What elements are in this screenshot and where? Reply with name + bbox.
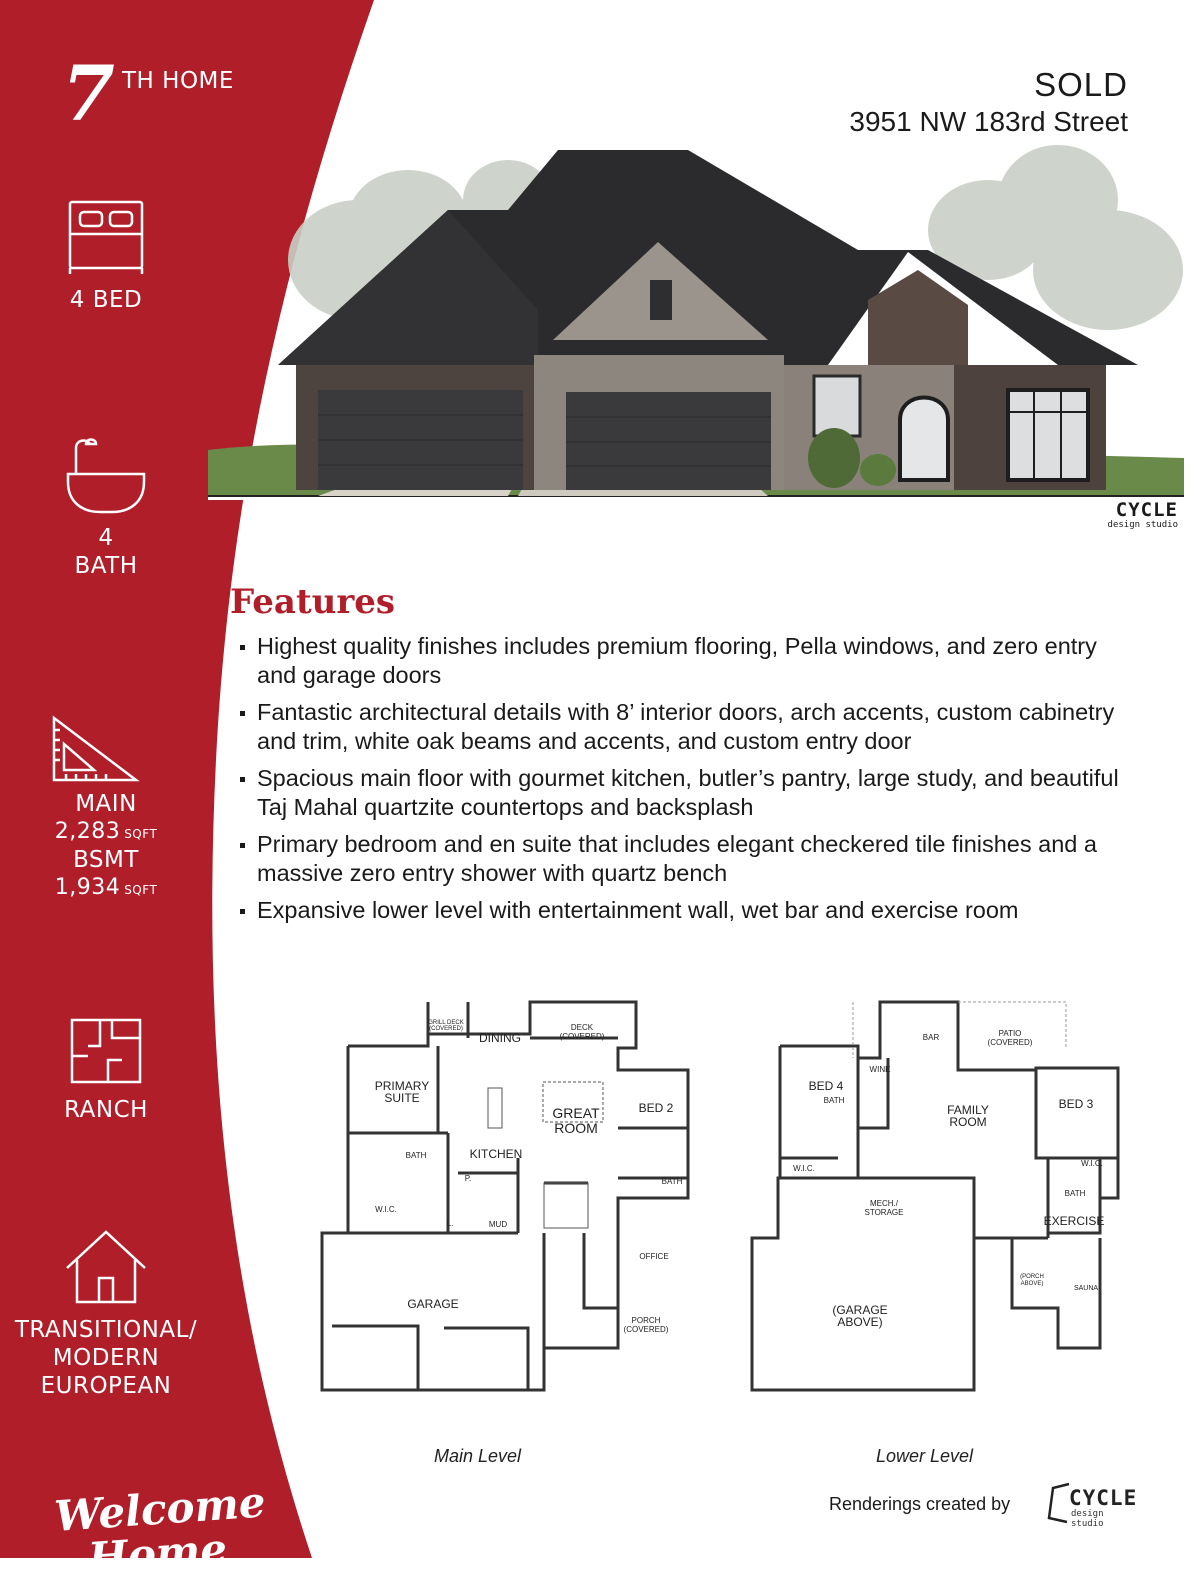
main-sqft-line [0, 818, 212, 846]
architecture-line-1: TRANSITIONAL/ [14, 1317, 198, 1343]
room-great-2: ROOM [554, 1120, 598, 1136]
room-bed4: BED 4 [808, 1079, 844, 1093]
feature-item: Expansive lower level with entertainment wall, wet bar and exercise room [240, 896, 1120, 925]
architecture-line-2: MODERN [52, 1345, 160, 1371]
room-dining: DINING [479, 1031, 521, 1045]
welcome-home-script [52, 1477, 268, 1583]
room-grill-deck-sub: (COVERED) [429, 1026, 463, 1032]
listing-header [849, 66, 1128, 140]
room-wic: W.I.C. [793, 1164, 815, 1173]
room-mud: MUD [488, 1220, 508, 1229]
room-patio: PATIO [998, 1029, 1022, 1038]
room-garage-above-1: (GARAGE [832, 1303, 888, 1317]
bed-count: 4 BED [69, 287, 143, 313]
room-deck-sub: (COVERED) [559, 1032, 605, 1041]
cycle-logo-bracket-icon [1043, 1482, 1071, 1524]
main-sqft: 2,283 [54, 819, 121, 844]
house-icon [63, 1228, 149, 1306]
rendering-logo-name: CYCLE [1115, 499, 1178, 521]
features-list [240, 632, 1120, 934]
lower-level-floorplan [748, 998, 1128, 1390]
room-bed2: BED 2 [638, 1101, 674, 1115]
home-number: 7 [62, 49, 115, 138]
bed-stat [0, 198, 212, 314]
feature-item: Highest quality finishes includes premium flooring, Pella windows, and zero entry and garage doors [240, 632, 1120, 689]
style-label: RANCH [64, 1097, 148, 1123]
room-exercise: EXERCISE [1043, 1214, 1105, 1228]
room-deck: DECK [570, 1023, 594, 1032]
room-office: OFFICE [639, 1252, 669, 1261]
bathtub-icon [64, 434, 148, 518]
style-stat [0, 1016, 212, 1124]
room-porch-above-2: ABOVE) [1020, 1281, 1044, 1287]
architecture-stat [0, 1228, 212, 1400]
sqft-unit: SQFT [124, 883, 158, 897]
bath-count: 4 [98, 525, 114, 551]
main-label: MAIN [75, 791, 137, 817]
home-number-badge [60, 49, 260, 142]
sale-status: SOLD [1034, 66, 1128, 103]
bath-stat [0, 434, 212, 580]
bsmt-sqft: 1,934 [54, 875, 121, 900]
room-sauna: SAUNA [1073, 1285, 1099, 1292]
room-wic: W.I.C. [375, 1205, 397, 1214]
room-patio-sub: (COVERED) [987, 1038, 1033, 1047]
main-level-caption: Main Level [434, 1446, 522, 1466]
room-garage: GARAGE [407, 1297, 459, 1311]
lower-level-caption: Lower Level [876, 1446, 974, 1466]
room-wine: WINE [869, 1065, 891, 1074]
renderings-credit [829, 1482, 1149, 1528]
room-family-2: ROOM [949, 1115, 987, 1129]
bsmt-label: BSMT [73, 847, 139, 873]
main-level-floorplan [318, 998, 683, 1390]
room-wic2: W.I.C. [1081, 1159, 1103, 1168]
room-grill-deck: GRILL DECK [428, 1020, 464, 1026]
welcome-line-2: Home [86, 1524, 229, 1583]
bsmt-sqft-line [0, 874, 212, 902]
room-porch-sub: (COVERED) [623, 1325, 669, 1334]
room-bath2: BATH [661, 1177, 683, 1186]
room-mech-2: STORAGE [864, 1208, 904, 1217]
room-primary-1: PRIMARY [374, 1079, 430, 1093]
room-laundry: L. [446, 1219, 454, 1228]
room-bed3: BED 3 [1058, 1097, 1094, 1111]
sqft-stat [0, 714, 212, 902]
room-bar: BAR [922, 1033, 940, 1042]
room-porch-above-1: (PORCH [1020, 1274, 1044, 1280]
feature-item: Primary bedroom and en suite that includes elegant checkered tile finishes and a massive zero entry shower with quartz bench [240, 830, 1120, 887]
room-kitchen: KITCHEN [469, 1147, 523, 1161]
room-bed4-bath: BATH [823, 1096, 845, 1105]
rendering-logo-sub: design studio [1107, 520, 1178, 530]
room-mech-1: MECH./ [870, 1199, 898, 1208]
renderings-credit-text: Renderings created by [829, 1494, 1011, 1514]
home-number-suffix: TH HOME [122, 68, 234, 94]
feature-item: Fantastic architectural details with 8’ interior doors, arch accents, custom cabinetry and trim, white oak beams and accents, and custom entry door [240, 698, 1120, 755]
room-pantry: P. [464, 1174, 472, 1183]
room-porch: PORCH [631, 1316, 661, 1325]
room-great-1: GREAT [552, 1105, 600, 1121]
welcome-line-1: Welcome [52, 1477, 268, 1541]
property-address: 3951 NW 183rd Street [849, 106, 1128, 137]
room-family-1: FAMILY [947, 1103, 989, 1117]
cycle-logo-sub: design studio [1071, 1509, 1104, 1529]
cycle-logo-name: CYCLE [1069, 1486, 1138, 1510]
bath-label: BATH [74, 553, 138, 579]
triangle-ruler-icon [50, 714, 140, 784]
floorplan-icon [68, 1016, 144, 1086]
feature-item: Spacious main floor with gourmet kitchen, butler’s pantry, large study, and beautiful Taj Mahal quartzite countertops and backsplash [240, 764, 1120, 821]
room-garage-above-2: ABOVE) [837, 1315, 883, 1329]
room-primary-2: SUITE [384, 1091, 420, 1105]
sqft-unit: SQFT [124, 827, 158, 841]
room-bath: BATH [405, 1151, 427, 1160]
rendering-logo [1108, 500, 1178, 530]
house-rendering [208, 140, 1184, 500]
room-bath2: BATH [1064, 1189, 1086, 1198]
bed-icon [66, 198, 146, 276]
architecture-line-3: EUROPEAN [40, 1373, 172, 1399]
features-title: Features [230, 582, 396, 622]
